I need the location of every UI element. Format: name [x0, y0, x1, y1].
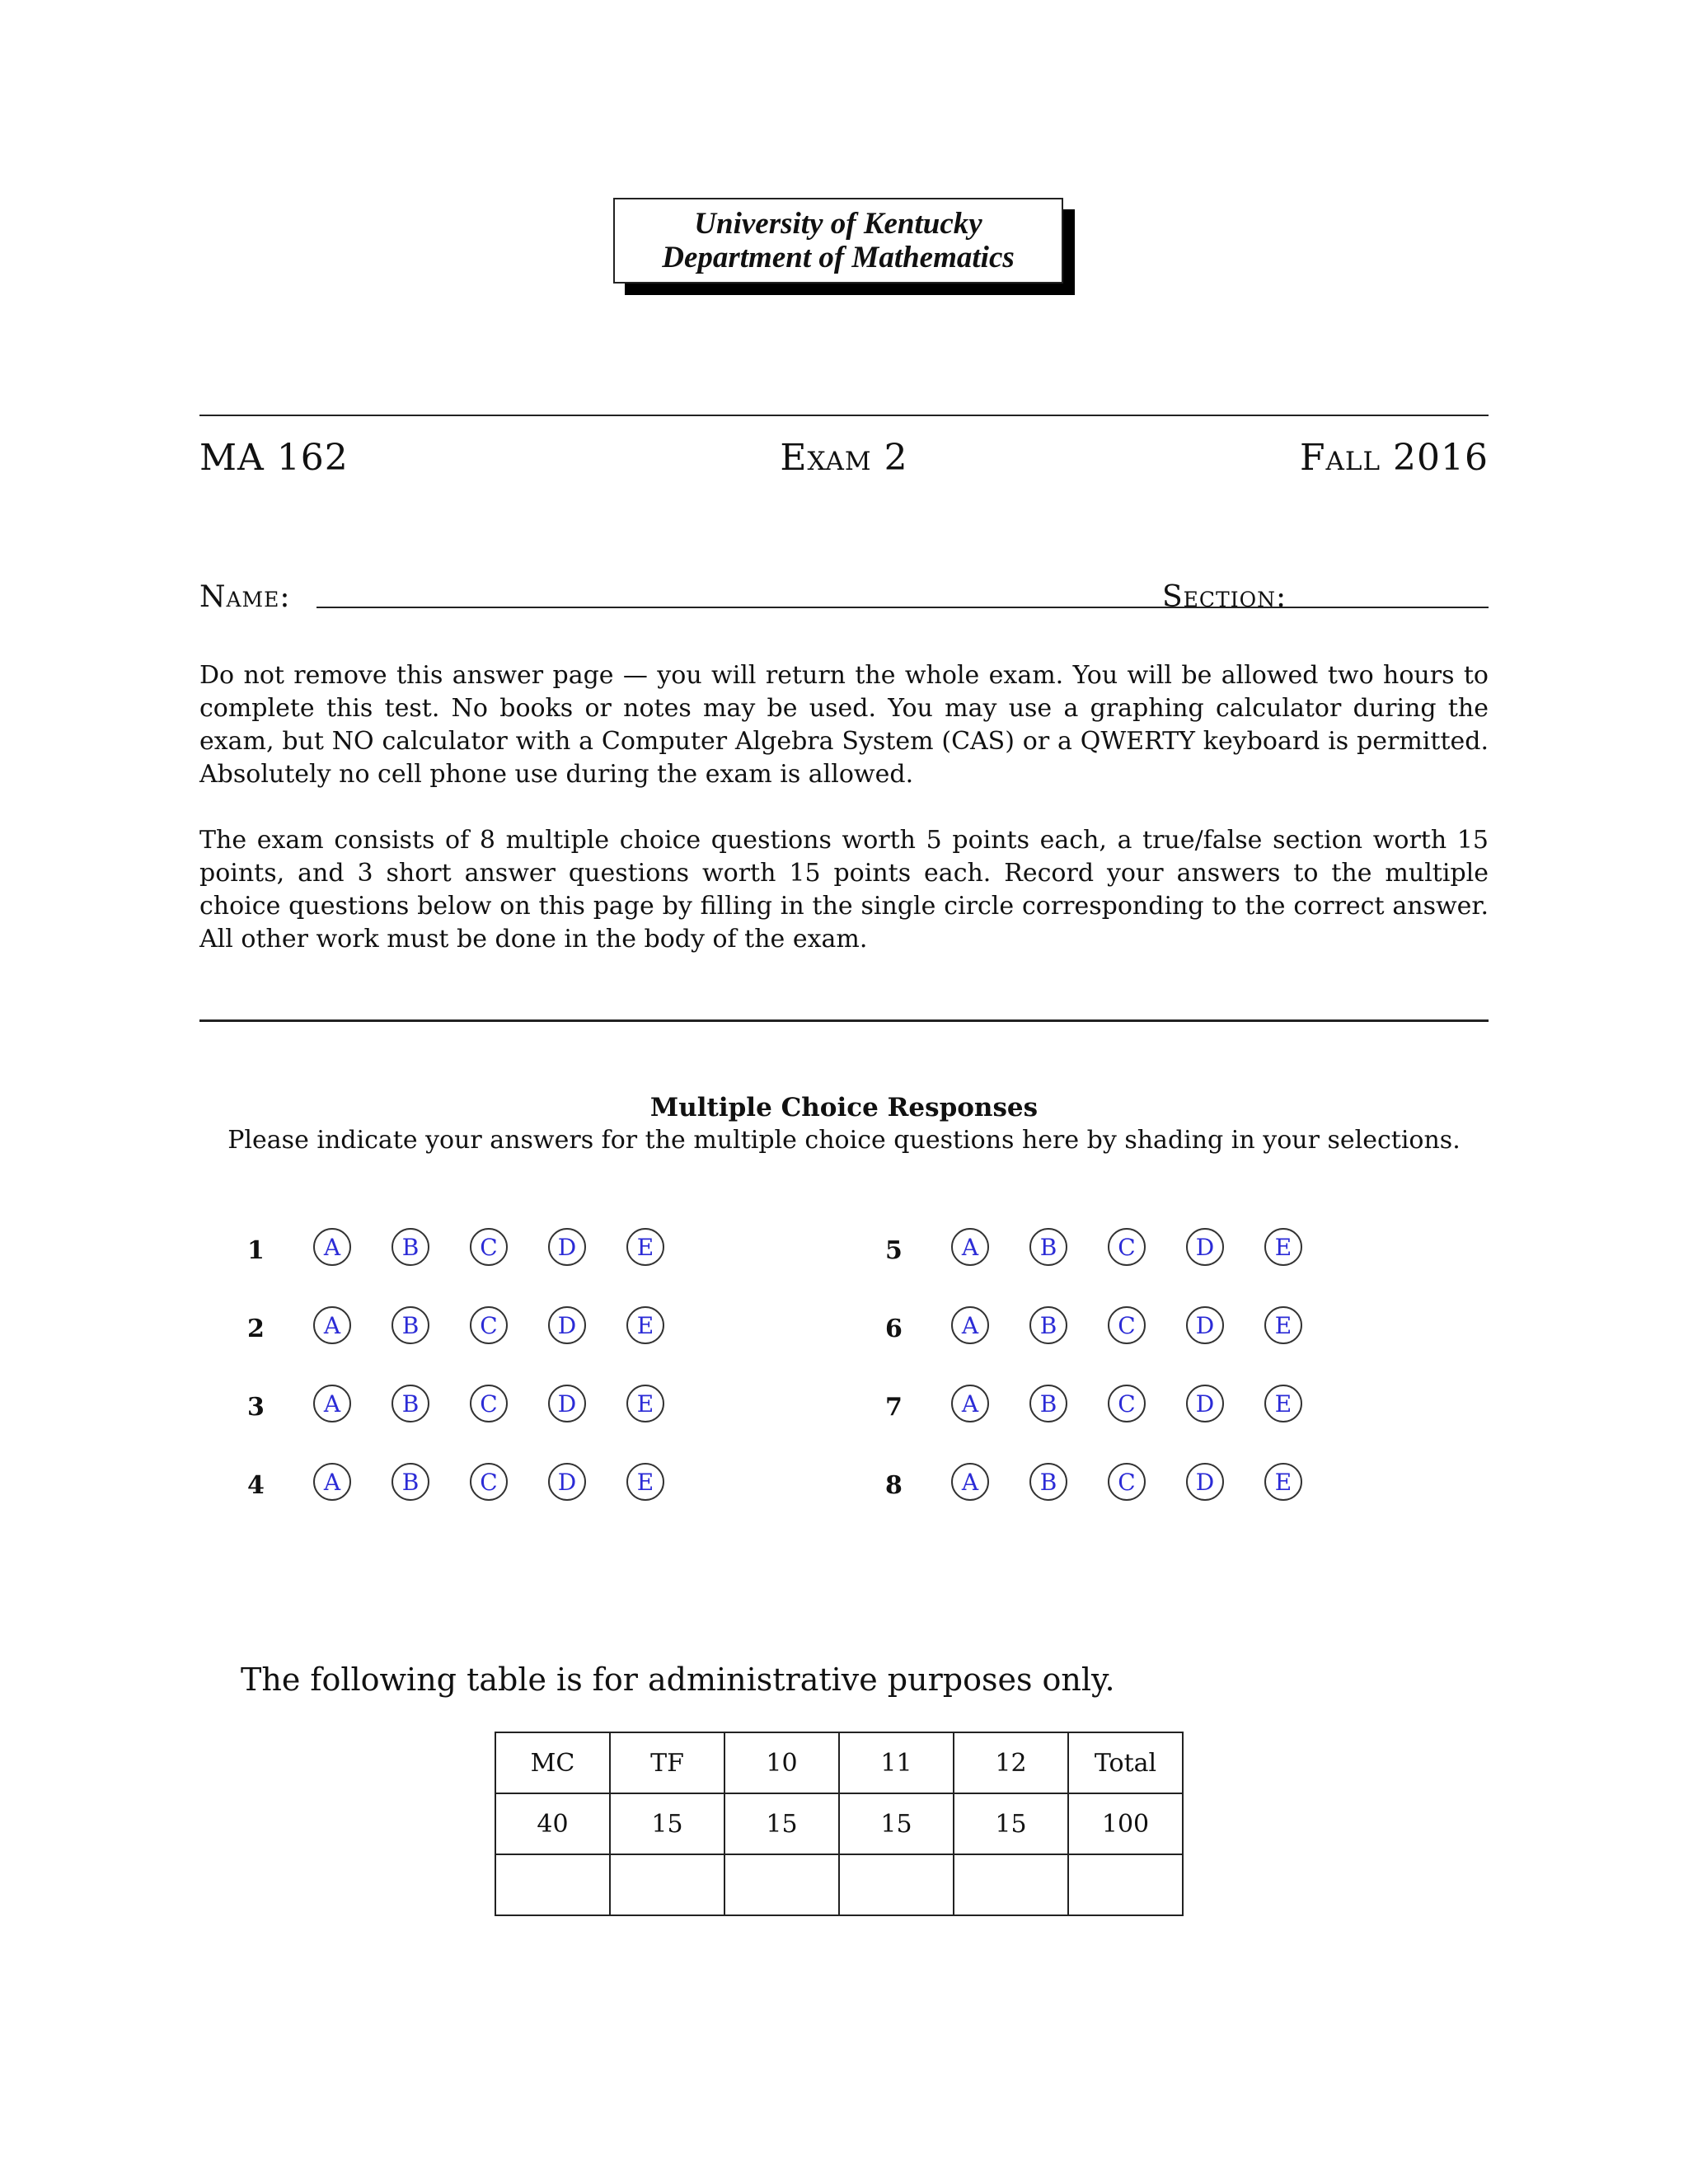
semester: Fall 2016	[1299, 437, 1489, 479]
mc-question-row	[885, 1228, 1347, 1277]
student-info-row	[199, 577, 1489, 626]
mc-answer-bubble[interactable]: C	[1108, 1385, 1146, 1422]
admin-points-cell: 15	[954, 1793, 1068, 1854]
mc-answer-bubble[interactable]: D	[548, 1228, 586, 1266]
mc-answer-bubble[interactable]: E	[626, 1228, 664, 1266]
mc-answer-bubble[interactable]: A	[313, 1463, 351, 1501]
admin-points-row	[495, 1793, 1183, 1854]
mc-question-number: 2	[247, 1315, 265, 1343]
mc-answer-bubble[interactable]: A	[951, 1385, 989, 1422]
mc-answer-bubble[interactable]: E	[626, 1463, 664, 1501]
mc-answer-bubble[interactable]: B	[392, 1306, 429, 1344]
university-name: University of Kentucky	[694, 207, 982, 241]
admin-header-cell: 12	[954, 1732, 1068, 1793]
mc-answer-bubble[interactable]: B	[1029, 1463, 1067, 1501]
mc-answer-bubble[interactable]: D	[1186, 1306, 1224, 1344]
mc-question-row	[885, 1463, 1347, 1512]
course-code: MA 162	[199, 437, 349, 479]
admin-points-cell: 15	[724, 1793, 839, 1854]
instructions-paragraph-2: The exam consists of 8 multiple choice questions worth 5 points each, a true/false section worth 15 points, and 3 short answer questions worth 15 points each. Record your answers to the multiple choice questions below on this page by filling in the single circle corresponding to the correct answer. All other work must be done in the body of the exam.	[199, 826, 1489, 954]
mc-question-number: 4	[247, 1471, 265, 1500]
mc-question-number: 6	[885, 1315, 903, 1343]
mc-subtitle: Please indicate your answers for the multiple choice questions here by shading in your selections.	[227, 1126, 1461, 1155]
mc-answer-bubble[interactable]: E	[1264, 1306, 1302, 1344]
mc-answer-bubble[interactable]: E	[1264, 1463, 1302, 1501]
mc-question-row	[247, 1228, 709, 1277]
mc-answer-bubble[interactable]: D	[548, 1463, 586, 1501]
mc-question-row	[885, 1385, 1347, 1434]
mc-answer-bubble[interactable]: B	[392, 1228, 429, 1266]
mc-answer-bubble[interactable]: D	[1186, 1385, 1224, 1422]
mc-answer-bubble[interactable]: E	[626, 1306, 664, 1344]
mc-question-row	[247, 1463, 709, 1512]
mc-question-number: 1	[247, 1236, 265, 1265]
mc-answer-bubble[interactable]: D	[548, 1306, 586, 1344]
mc-answer-bubble[interactable]: C	[1108, 1463, 1146, 1501]
exam-title: Exam 2	[780, 437, 908, 479]
instructions-paragraph-1: Do not remove this answer page — you will return the whole exam. You will be allowed two hours to complete this test. No books or notes may be used. You may use a graphing calculator during the exam, but NO calculator with a Computer Algebra System (CAS) or a QWERTY keyboard is permitted. Absolutely no cell phone use during the exam is allowed.	[199, 661, 1489, 789]
mc-answer-bubble[interactable]: A	[313, 1228, 351, 1266]
mc-answer-bubble[interactable]: B	[1029, 1385, 1067, 1422]
mc-answer-bubble[interactable]: B	[1029, 1228, 1067, 1266]
admin-points-cell: 15	[610, 1793, 724, 1854]
mc-question-row	[885, 1306, 1347, 1356]
department-name: Department of Mathematics	[662, 241, 1015, 274]
header-box	[613, 198, 1063, 284]
admin-points-cell: 15	[839, 1793, 954, 1854]
admin-header-row	[495, 1732, 1183, 1793]
mc-answer-bubble[interactable]: C	[470, 1306, 508, 1344]
mc-answer-bubble[interactable]: C	[470, 1385, 508, 1422]
admin-table-title: The following table is for administrative purposes only.	[241, 1661, 1115, 1698]
mc-question-number: 5	[885, 1236, 903, 1265]
mc-answer-bubble[interactable]: A	[313, 1385, 351, 1422]
admin-header-cell: 11	[839, 1732, 954, 1793]
admin-score-cell[interactable]	[1068, 1854, 1183, 1915]
middle-rule	[199, 1019, 1489, 1022]
mc-answer-bubble[interactable]: D	[548, 1385, 586, 1422]
mc-answer-bubble[interactable]: A	[951, 1228, 989, 1266]
mc-title: Multiple Choice Responses	[649, 1093, 1039, 1122]
name-label: Name:	[199, 580, 291, 614]
admin-header-cell: Total	[1068, 1732, 1183, 1793]
mc-answer-bubble[interactable]: D	[1186, 1463, 1224, 1501]
mc-answer-bubble[interactable]: C	[1108, 1306, 1146, 1344]
course-title-row	[199, 429, 1489, 486]
mc-answer-bubble[interactable]: C	[470, 1463, 508, 1501]
mc-question-number: 3	[247, 1393, 265, 1422]
mc-answer-bubble[interactable]: C	[1108, 1228, 1146, 1266]
mc-answer-bubble[interactable]: E	[626, 1385, 664, 1422]
admin-header-cell: 10	[724, 1732, 839, 1793]
mc-answer-bubble[interactable]: D	[1186, 1228, 1224, 1266]
mc-answer-bubble[interactable]: B	[392, 1463, 429, 1501]
admin-score-cell[interactable]	[954, 1854, 1068, 1915]
admin-score-cell[interactable]	[839, 1854, 954, 1915]
admin-header-cell: MC	[495, 1732, 610, 1793]
admin-score-cell[interactable]	[610, 1854, 724, 1915]
mc-answer-bubble[interactable]: A	[313, 1306, 351, 1344]
department-header-box	[613, 198, 1075, 295]
admin-score-cell[interactable]	[495, 1854, 610, 1915]
mc-question-row	[247, 1306, 709, 1356]
mc-answer-bubble[interactable]: B	[1029, 1306, 1067, 1344]
section-label: Section:	[1162, 580, 1287, 614]
admin-points-cell: 100	[1068, 1793, 1183, 1854]
mc-answer-bubble[interactable]: A	[951, 1306, 989, 1344]
mc-question-number: 8	[885, 1471, 903, 1500]
admin-score-row	[495, 1854, 1183, 1915]
mc-answer-bubble[interactable]: B	[392, 1385, 429, 1422]
admin-points-cell: 40	[495, 1793, 610, 1854]
mc-answer-bubble[interactable]: E	[1264, 1228, 1302, 1266]
admin-score-table	[495, 1732, 1184, 1916]
admin-header-cell: TF	[610, 1732, 724, 1793]
section-field[interactable]	[1332, 607, 1489, 608]
mc-question-number: 7	[885, 1393, 903, 1422]
mc-answer-bubble[interactable]: E	[1264, 1385, 1302, 1422]
admin-score-cell[interactable]	[724, 1854, 839, 1915]
mc-answer-bubble[interactable]: A	[951, 1463, 989, 1501]
top-rule	[199, 415, 1489, 416]
mc-answer-bubble[interactable]: C	[470, 1228, 508, 1266]
mc-question-row	[247, 1385, 709, 1434]
